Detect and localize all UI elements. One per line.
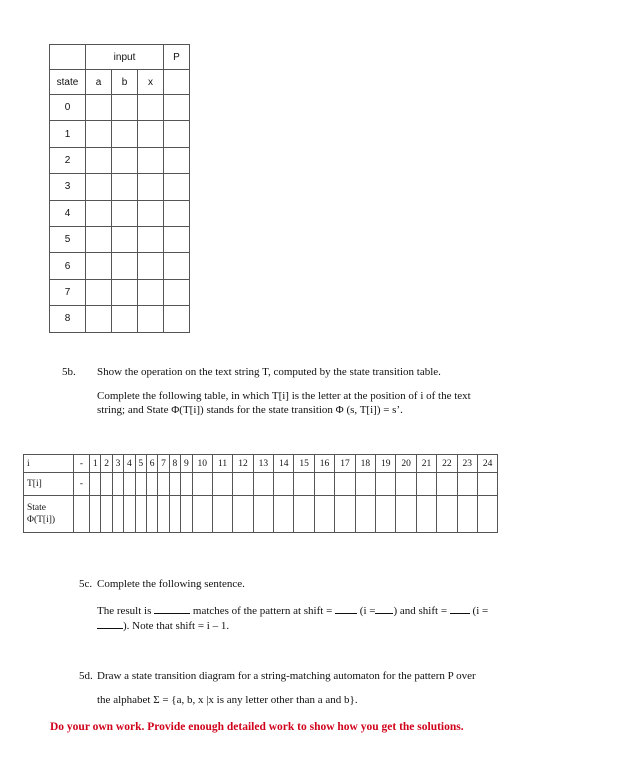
q5b-line2: Complete the following table, in which T[i] is the letter at the position of i of the text xyxy=(97,390,471,402)
transition-cell-a[interactable] xyxy=(86,174,112,200)
letter-cell[interactable] xyxy=(274,473,294,496)
state-cell[interactable] xyxy=(146,496,157,533)
state-cell[interactable] xyxy=(294,496,314,533)
state-cell[interactable] xyxy=(477,496,497,533)
row-state-label-2: Φ(T[i]) xyxy=(27,515,56,525)
index-cell: 7 xyxy=(158,455,169,473)
row-state-label-1: State xyxy=(27,503,46,513)
letter-cell[interactable] xyxy=(314,473,334,496)
q5d-label: 5d. xyxy=(79,670,93,682)
transition-cell-p[interactable] xyxy=(164,200,190,226)
letter-cell[interactable] xyxy=(158,473,169,496)
letter-cell[interactable] xyxy=(294,473,314,496)
state-row xyxy=(50,200,190,226)
state-cell[interactable] xyxy=(457,496,477,533)
index-cell: 6 xyxy=(146,455,157,473)
header-p: P xyxy=(164,45,190,70)
index-cell: 22 xyxy=(437,455,457,473)
transition-cell-b[interactable] xyxy=(112,306,138,332)
letter-cell[interactable] xyxy=(112,473,123,496)
transition-cell-b[interactable] xyxy=(112,147,138,173)
state-row xyxy=(50,174,190,200)
blank-i-2[interactable] xyxy=(97,618,123,629)
q5c-line2 xyxy=(97,603,488,617)
state-row xyxy=(50,95,190,121)
state-row xyxy=(50,121,190,147)
state-cell[interactable] xyxy=(112,496,123,533)
q5c-l2-a: The result is xyxy=(97,605,152,617)
q5c-line3 xyxy=(97,618,229,632)
letter-cell[interactable] xyxy=(477,473,497,496)
index-cell: 11 xyxy=(212,455,232,473)
state-transition-table xyxy=(49,44,190,333)
q5d-line1: Draw a state transition diagram for a string-matching automaton for the pattern P over xyxy=(97,670,476,682)
letter-cell[interactable] xyxy=(233,473,253,496)
blank-result-count[interactable] xyxy=(154,603,190,614)
transition-cell-a[interactable] xyxy=(86,306,112,332)
index-cell: 13 xyxy=(253,455,273,473)
state-cell[interactable] xyxy=(335,496,355,533)
letter-cell[interactable] xyxy=(335,473,355,496)
index-cell: 20 xyxy=(396,455,416,473)
index-cell: 19 xyxy=(376,455,396,473)
row-state-dash-cell xyxy=(74,496,90,533)
transition-cell-x[interactable] xyxy=(138,200,164,226)
state-cell[interactable] xyxy=(274,496,294,533)
transition-cell-b[interactable] xyxy=(112,95,138,121)
header-a: a xyxy=(86,70,112,95)
transition-cell-x[interactable] xyxy=(138,147,164,173)
letter-cell[interactable] xyxy=(90,473,101,496)
state-cell[interactable] xyxy=(181,496,192,533)
state-cell[interactable] xyxy=(135,496,146,533)
index-cell: 2 xyxy=(101,455,112,473)
transition-cell-x[interactable] xyxy=(138,253,164,279)
transition-cell-a[interactable] xyxy=(86,253,112,279)
q5b-line1: Show the operation on the text string T, computed by the state transition table. xyxy=(97,366,441,378)
state-number: 1 xyxy=(50,121,86,147)
transition-cell-a[interactable] xyxy=(86,226,112,252)
transition-cell-b[interactable] xyxy=(112,200,138,226)
q5c-line1: Complete the following sentence. xyxy=(97,578,245,590)
state-number: 3 xyxy=(50,174,86,200)
state-row xyxy=(50,226,190,252)
transition-cell-a[interactable] xyxy=(86,95,112,121)
index-cell: 4 xyxy=(124,455,135,473)
q5b-label: 5b. xyxy=(62,366,76,378)
letter-cell[interactable] xyxy=(212,473,232,496)
transition-cell-b[interactable] xyxy=(112,253,138,279)
transition-cell-a[interactable] xyxy=(86,200,112,226)
index-cell: 18 xyxy=(355,455,375,473)
letter-cell[interactable] xyxy=(396,473,416,496)
transition-cell-a[interactable] xyxy=(86,147,112,173)
letter-cell[interactable] xyxy=(416,473,436,496)
row-state-label xyxy=(24,496,74,533)
q5c-l2-c: (i = xyxy=(359,605,376,617)
letter-cell[interactable] xyxy=(376,473,396,496)
letter-cell[interactable] xyxy=(135,473,146,496)
index-cell: 5 xyxy=(135,455,146,473)
index-cell: 23 xyxy=(457,455,477,473)
q5c-l2-b: matches of the pattern at shift = xyxy=(192,605,333,617)
transition-cell-p[interactable] xyxy=(164,306,190,332)
state-number: 2 xyxy=(50,147,86,173)
q5c-l3-a: ). Note that shift = i – 1. xyxy=(123,620,230,632)
state-row xyxy=(50,279,190,305)
letter-cell[interactable] xyxy=(457,473,477,496)
transition-cell-a[interactable] xyxy=(86,279,112,305)
q5d-line2: the alphabet Σ = {a, b, x |x is any letter other than a and b}. xyxy=(97,694,358,706)
letter-cell[interactable] xyxy=(101,473,112,496)
state-cell[interactable] xyxy=(192,496,212,533)
state-row xyxy=(50,147,190,173)
index-cell: 9 xyxy=(181,455,192,473)
state-cell[interactable] xyxy=(101,496,112,533)
row-t-label: T[i] xyxy=(24,473,74,496)
transition-cell-b[interactable] xyxy=(112,279,138,305)
index-cell: 16 xyxy=(314,455,334,473)
state-cell[interactable] xyxy=(253,496,273,533)
q5c-label: 5c. xyxy=(79,578,93,590)
state-cell[interactable] xyxy=(355,496,375,533)
header-b: b xyxy=(112,70,138,95)
q5c-l2-d: ) and shift = xyxy=(393,605,448,617)
transition-cell-p[interactable] xyxy=(164,147,190,173)
state-cell[interactable] xyxy=(314,496,334,533)
index-cell: 21 xyxy=(416,455,436,473)
row-t-dash: - xyxy=(74,473,90,496)
transition-cell-x[interactable] xyxy=(138,95,164,121)
index-cell: 12 xyxy=(233,455,253,473)
transition-cell-p[interactable] xyxy=(164,174,190,200)
transition-cell-p[interactable] xyxy=(164,121,190,147)
header-p-blank xyxy=(164,70,190,95)
state-cell[interactable] xyxy=(437,496,457,533)
transition-cell-b[interactable] xyxy=(112,226,138,252)
state-cell[interactable] xyxy=(90,496,101,533)
transition-cell-p[interactable] xyxy=(164,95,190,121)
header-input: input xyxy=(86,45,164,70)
state-cell[interactable] xyxy=(124,496,135,533)
letter-cell[interactable] xyxy=(192,473,212,496)
letter-cell[interactable] xyxy=(437,473,457,496)
blank-shift-1[interactable] xyxy=(335,603,357,614)
index-cell: 17 xyxy=(335,455,355,473)
index-cell: 24 xyxy=(477,455,497,473)
index-cell: 1 xyxy=(90,455,101,473)
state-number: 5 xyxy=(50,226,86,252)
header-x: x xyxy=(138,70,164,95)
q5c-l2-e: (i = xyxy=(472,605,489,617)
transition-cell-x[interactable] xyxy=(138,279,164,305)
state-number: 4 xyxy=(50,200,86,226)
blank-i-1[interactable] xyxy=(375,603,393,614)
corner-cell xyxy=(50,45,86,70)
state-number: 6 xyxy=(50,253,86,279)
letter-cell[interactable] xyxy=(169,473,180,496)
row-i-dash: - xyxy=(74,455,90,473)
index-cell: 14 xyxy=(274,455,294,473)
transition-cell-b[interactable] xyxy=(112,174,138,200)
transition-cell-a[interactable] xyxy=(86,121,112,147)
letter-cell[interactable] xyxy=(181,473,192,496)
letter-cell[interactable] xyxy=(253,473,273,496)
state-cell[interactable] xyxy=(376,496,396,533)
transition-cell-x[interactable] xyxy=(138,306,164,332)
transition-cell-p[interactable] xyxy=(164,253,190,279)
state-cell[interactable] xyxy=(212,496,232,533)
state-cell[interactable] xyxy=(158,496,169,533)
transition-cell-p[interactable] xyxy=(164,226,190,252)
letter-cell[interactable] xyxy=(146,473,157,496)
blank-shift-2[interactable] xyxy=(450,603,470,614)
q5b-line3: string; and State Φ(T[i]) stands for the state transition Φ (s, T[i]) = s’. xyxy=(97,404,403,416)
state-cell[interactable] xyxy=(416,496,436,533)
row-i-label: i xyxy=(24,455,74,473)
transition-cell-p[interactable] xyxy=(164,279,190,305)
transition-cell-x[interactable] xyxy=(138,226,164,252)
transition-cell-b[interactable] xyxy=(112,121,138,147)
index-cell: 15 xyxy=(294,455,314,473)
transition-cell-x[interactable] xyxy=(138,121,164,147)
state-number: 8 xyxy=(50,306,86,332)
index-cell: 3 xyxy=(112,455,123,473)
header-state: state xyxy=(50,70,86,95)
state-cell[interactable] xyxy=(233,496,253,533)
index-cell: 8 xyxy=(169,455,180,473)
index-cell: 10 xyxy=(192,455,212,473)
state-cell[interactable] xyxy=(396,496,416,533)
state-row xyxy=(50,306,190,332)
instruction-note: Do your own work. Provide enough detailed work to show how you get the solutions. xyxy=(50,721,464,733)
state-cell[interactable] xyxy=(169,496,180,533)
transition-cell-x[interactable] xyxy=(138,174,164,200)
letter-cell[interactable] xyxy=(124,473,135,496)
state-number: 7 xyxy=(50,279,86,305)
letter-cell[interactable] xyxy=(355,473,375,496)
text-string-table xyxy=(23,454,498,533)
state-row xyxy=(50,253,190,279)
state-number: 0 xyxy=(50,95,86,121)
